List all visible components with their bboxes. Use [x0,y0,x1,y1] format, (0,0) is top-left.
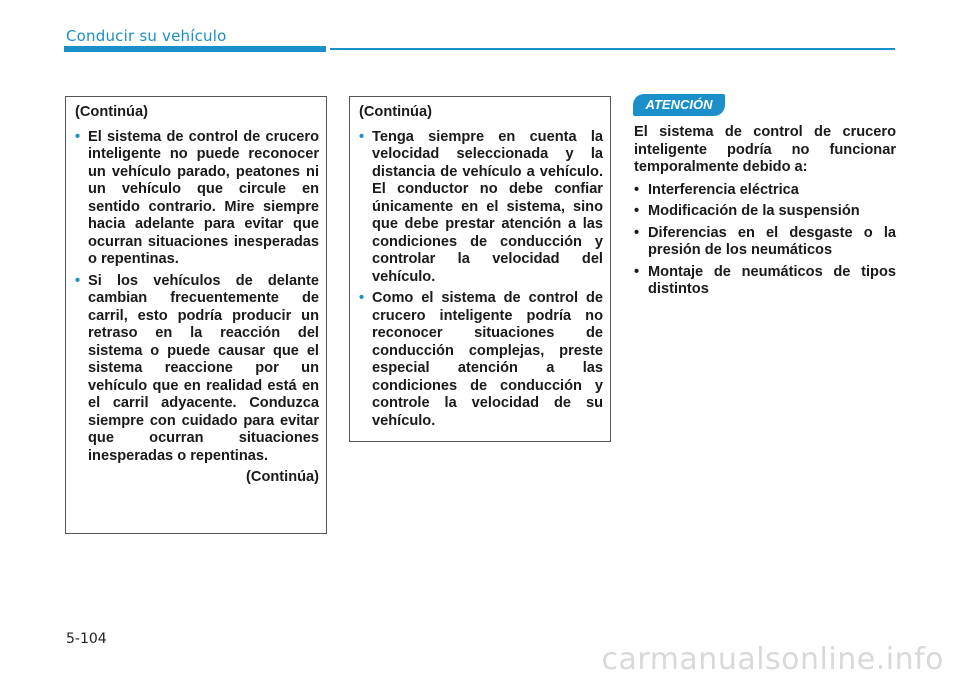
bullet-icon: • [634,263,640,280]
list-item-text: Tenga siempre en cuenta la velocidad seleccionada y la distancia de vehículo a vehículo. El conductor no debe confiar únicamente en el sistema, sino que debe prestar atención a las condiciones de conducción y controlar la velocidad del vehículo. [372,128,603,285]
list-item-text: Montaje de neumáticos de tipos distintos [648,263,896,297]
bullet-list [75,129,319,466]
bullet-icon: • [634,181,640,198]
bullet-icon: • [359,290,365,306]
list-item-text: Si los vehículos de delante cambian frecuentemente de carril, esto podría producir un retraso en la reacción del sistema o puede causar que el sistema reaccione por un vehículo que en realidad está en el carril adyacente. Conduzca siempre con cuidado para evitar que ocurran situaciones inesperadas o repentinas. [88,272,319,464]
bullet-icon: • [359,128,365,145]
list-item-text: Como el sistema de control de crucero inteligente podría no reconocer situaciones de conducción complejas, preste especial atención a las condiciones de conducción y controle la velocidad de su vehículo. [372,290,603,429]
bullet-icon: • [634,203,640,219]
attention-list [634,182,896,299]
list-item [75,129,319,269]
bullet-icon: • [75,128,81,145]
attention-intro: El sistema de control de crucero inteligente podría no funcionar temporalmente debido a: [634,124,896,175]
list-item [634,225,896,260]
list-item [359,129,603,287]
list-item [634,264,896,299]
bullet-icon: • [634,224,640,241]
page-number: 5-104 [66,631,107,647]
list-item-text: Modificación de la suspensión [648,203,860,219]
bullet-icon: • [75,272,81,289]
bullet-list [359,129,603,431]
list-item-text: Interferencia eléctrica [648,181,799,198]
list-item [634,203,896,221]
header-rule-thick [64,46,326,52]
list-item [359,290,603,430]
list-item-text: El sistema de control de crucero inteligente no puede reconocer un vehículo parado, peatones ni un vehículo que circule en sentido contrario. Mire siempre hacia adelante para evitar que ocurran situaciones inesperadas o repentinas. [88,128,319,267]
attention-section [634,124,896,303]
continued-label-top: (Continúa) [75,104,148,120]
list-item [634,182,896,200]
section-title: Conducir su vehículo [66,27,227,45]
list-item-text: Diferencias en el desgaste o la presión de los neumáticos [648,224,896,258]
warning-box-2 [349,96,611,442]
continued-label-bottom: (Continúa) [246,469,319,485]
watermark: carmanualsonline.info [601,642,944,677]
header-rule-thin [330,48,895,50]
warning-box-1 [65,96,327,534]
attention-badge: ATENCIÓN [633,94,725,116]
list-item [75,273,319,466]
continued-label-top: (Continúa) [359,104,432,120]
